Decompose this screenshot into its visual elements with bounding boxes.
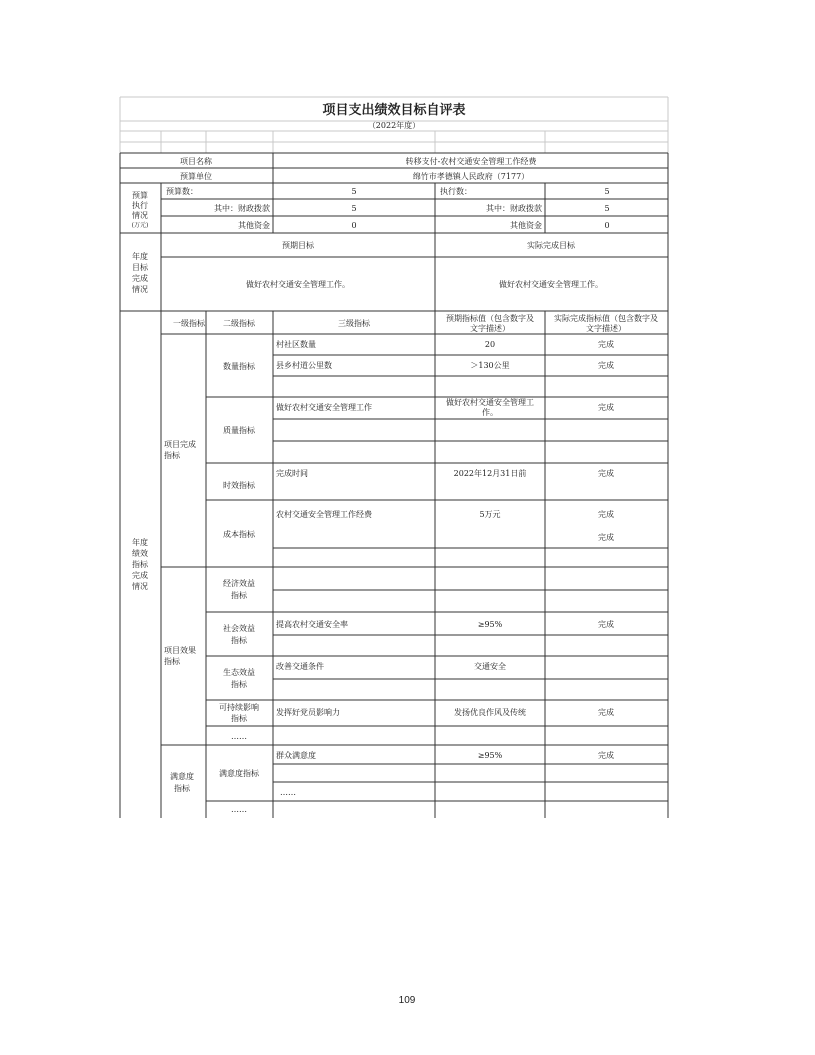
social-row-1-actual: 完成 (598, 620, 614, 629)
quantity-row-1-name: 村社区数量 (276, 340, 316, 349)
quantity-row-1-actual: 完成 (598, 340, 614, 349)
executed-total-label: 执行数： (440, 187, 472, 196)
social-row-1-expected: ≥95% (477, 620, 503, 629)
sus-row-1-expected: 发扬优良作风及传统 (454, 708, 526, 717)
header-actual: 实际完成指标值（包含数字及 (554, 314, 658, 323)
quality-row-1-name: 做好农村交通安全管理工作 (276, 403, 372, 412)
sat-row-1-expected: ≥95% (477, 751, 503, 760)
budget-execution-label-line: 情况 (132, 211, 148, 220)
indicators-section-label-line: 指标 (132, 560, 148, 569)
indicators-section-label-line: 情况 (132, 582, 148, 591)
satisfaction-ellipsis: …… (231, 805, 247, 814)
fiscal-executed-label: 其中：财政拨款 (486, 204, 542, 213)
header-actual: 文字描述） (586, 324, 626, 333)
budget-execution-label-line: 执行 (132, 201, 148, 210)
expected-goal: 做好农村交通安全管理工作。 (246, 280, 350, 289)
other-executed-label: 其他资金 (510, 221, 542, 230)
other-budget-label: 其他资金 (238, 221, 270, 230)
actual-goal-header: 实际完成目标 (527, 241, 575, 250)
annual-goal-label-line: 年度 (132, 252, 148, 261)
indicators-section-label-line: 完成 (132, 571, 148, 580)
indicators-section-label (132, 537, 149, 591)
economic-indicator-label: 经济效益 (223, 579, 255, 588)
annual-goal-label (132, 251, 149, 294)
budget-execution-unit: (万元) (131, 222, 149, 229)
effect-indicator-label: 指标 (164, 657, 180, 666)
social-row-1-name: 提高农村交通安全率 (276, 620, 348, 629)
annual-goal-label-line: 目标 (132, 263, 148, 272)
social-indicator-label: 指标 (231, 636, 247, 645)
time-row-1-actual: 完成 (598, 469, 614, 478)
ecological-indicator-label: 生态效益 (223, 668, 255, 677)
annual-goal-label-line: 完成 (132, 274, 148, 283)
page-number: 109 (398, 995, 416, 1006)
completion-indicator-label: 指标 (164, 451, 180, 460)
fiscal-budget-label: 其中：财政拨款 (214, 204, 270, 213)
cost-indicator-label: 成本指标 (223, 530, 255, 539)
budget-total-value: 5 (351, 187, 357, 196)
quantity-row-2-name: 县乡村道公里数 (276, 361, 332, 370)
completion-indicator-label: 项目完成 (164, 440, 196, 449)
header-level1: 一级指标 (173, 319, 205, 328)
header-level3: 三级指标 (338, 319, 370, 328)
ecological-indicator-label: 指标 (231, 680, 247, 689)
header-expected: 文字描述） (470, 324, 510, 333)
header-expected: 预期指标值（包含数字及 (446, 314, 534, 323)
quality-indicator-label: 质量指标 (223, 426, 255, 435)
quantity-indicator-label: 数量指标 (223, 362, 255, 371)
cost-row-1-actual: 完成 (598, 510, 614, 519)
effect-ellipsis: …… (231, 732, 247, 741)
actual-goal: 做好农村交通安全管理工作。 (499, 280, 603, 289)
budget-total-label: 预算数： (166, 187, 198, 196)
sat-row-1-actual: 完成 (598, 751, 614, 760)
indicators-section-label-line: 年度 (132, 538, 148, 547)
budget-execution-label-line: 预算 (132, 191, 148, 200)
quantity-row-2-expected: ＞130公里 (470, 361, 510, 370)
sustainable-indicator-label: 指标 (231, 714, 247, 723)
sus-row-1-actual: 完成 (598, 708, 614, 717)
timeliness-indicator-label: 时效指标 (223, 481, 255, 490)
time-row-1-name: 完成时间 (276, 469, 308, 478)
sat-row-1-name: 群众满意度 (276, 751, 316, 760)
quantity-row-2-actual: 完成 (598, 361, 614, 370)
time-row-1-expected: 2022年12月31日前 (453, 469, 527, 478)
sustainable-indicator-label: 可持续影响 (219, 703, 259, 712)
fiscal-year: （2022年度） (367, 121, 421, 130)
fiscal-budget-value: 5 (351, 204, 357, 213)
budget-unit-label: 预算单位 (180, 172, 212, 181)
executed-total-value: 5 (604, 187, 610, 196)
cost-row-1-expected: 5万元 (479, 510, 501, 519)
social-indicator-label: 社会效益 (223, 624, 255, 633)
quantity-row-1-expected: 20 (484, 340, 496, 349)
expected-goal-header: 预期目标 (282, 241, 314, 250)
annual-goal-label-line: 情况 (132, 285, 148, 294)
sat-row-more: …… (280, 788, 296, 797)
header-level2: 二级指标 (223, 319, 255, 328)
other-executed-value: 0 (604, 221, 610, 230)
sus-row-1-name: 发挥好党员影响力 (276, 708, 340, 717)
budget-execution-label (132, 190, 149, 229)
table-grid (120, 97, 668, 818)
budget-unit-value: 绵竹市孝德镇人民政府（7177） (412, 172, 530, 181)
quality-row-1-expected: 做好农村交通安全管理工 (446, 398, 534, 407)
other-budget-value: 0 (351, 221, 357, 230)
project-name-value: 转移支付-农村交通安全管理工作经费 (405, 157, 537, 166)
satisfaction-indicator-label: 满意度指标 (219, 769, 259, 778)
satisfaction-section-label: 指标 (174, 784, 190, 793)
effect-indicator-label: 项目效果 (164, 646, 196, 655)
satisfaction-section-label: 满意度 (170, 772, 194, 781)
cost-row-1-name: 农村交通安全管理工作经费 (276, 510, 372, 519)
eco-row-1-name: 改善交通条件 (276, 662, 324, 671)
cost-row-1-actual-2: 完成 (598, 533, 614, 542)
eco-row-1-expected: 交通安全 (474, 662, 506, 671)
fiscal-executed-value: 5 (604, 204, 610, 213)
page-title: 项目支出绩效目标自评表 (322, 103, 466, 118)
economic-indicator-label: 指标 (231, 591, 247, 600)
quality-row-1-actual: 完成 (598, 403, 614, 412)
indicators-section-label-line: 绩效 (132, 549, 148, 558)
quality-row-1-expected: 作。 (482, 408, 498, 417)
project-name-label: 项目名称 (180, 157, 212, 166)
